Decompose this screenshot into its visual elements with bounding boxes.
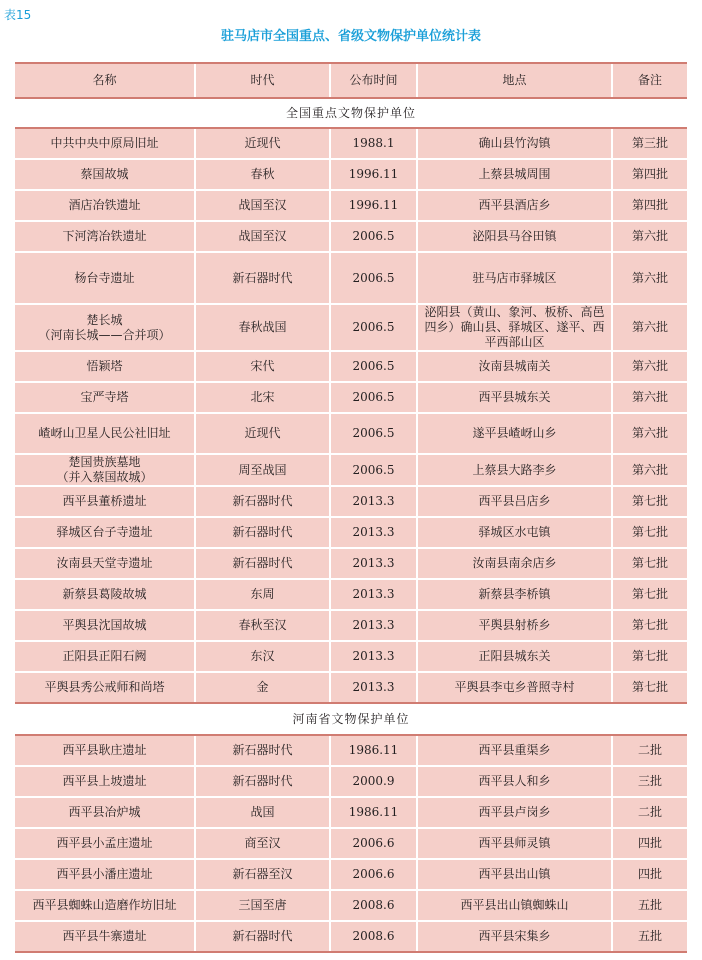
table-title: 驻马店市全国重点、省级文物保护单位统计表	[220, 29, 481, 44]
header-date: 公布时间	[330, 63, 417, 98]
cell-note: 第四批	[612, 159, 687, 190]
cell-note: 第六批	[612, 413, 687, 454]
cell-era: 新石器时代	[195, 517, 330, 548]
cell-date: 1996.11	[330, 159, 417, 190]
table-row	[15, 548, 687, 579]
table-row	[15, 304, 687, 351]
cell-date: 2006.5	[330, 221, 417, 252]
cell-name	[15, 766, 195, 797]
cell-location: 确山县竹沟镇	[417, 128, 612, 159]
site-name: 西平县耿庄遗址	[62, 743, 147, 757]
cell-location: 西平县师灵镇	[417, 828, 612, 859]
cell-date: 2006.5	[330, 382, 417, 413]
site-name-note: （并入蔡国故城）	[56, 470, 153, 484]
cell-name	[15, 921, 195, 952]
cell-location: 平舆县李屯乡普照寺村	[417, 672, 612, 703]
cell-name	[15, 252, 195, 304]
table-row	[15, 735, 687, 766]
table-row	[15, 454, 687, 486]
site-name: 中共中央中原局旧址	[50, 136, 159, 150]
cell-location: 西平县吕店乡	[417, 486, 612, 517]
cell-location: 泌阳县（黄山、象河、板桥、高邑四乡）确山县、驿城区、遂平、西平西部山区	[417, 304, 612, 351]
cell-location: 汝南县城南关	[417, 351, 612, 382]
cell-era: 商至汉	[195, 828, 330, 859]
table-row	[15, 921, 687, 952]
cell-date: 2013.3	[330, 548, 417, 579]
cell-era: 春秋	[195, 159, 330, 190]
site-name: 汝南县天堂寺遗址	[56, 556, 153, 570]
cell-date: 2013.3	[330, 486, 417, 517]
cell-location: 汝南县南余店乡	[417, 548, 612, 579]
cell-note: 第六批	[612, 351, 687, 382]
cell-note: 第六批	[612, 454, 687, 486]
cell-note: 第七批	[612, 641, 687, 672]
cell-note: 四批	[612, 859, 687, 890]
site-name: 西平县小孟庄遗址	[56, 836, 153, 850]
cell-location: 西平县出山镇蜘蛛山	[417, 890, 612, 921]
cell-era: 战国至汉	[195, 190, 330, 221]
cell-date: 2013.3	[330, 672, 417, 703]
site-name: 蔡国故城	[80, 167, 129, 181]
cell-location: 平舆县射桥乡	[417, 610, 612, 641]
cell-date: 1988.1	[330, 128, 417, 159]
cell-note: 第六批	[612, 304, 687, 351]
cell-location: 西平县重渠乡	[417, 735, 612, 766]
cell-era: 新石器时代	[195, 486, 330, 517]
cell-note: 第七批	[612, 517, 687, 548]
cell-date: 2006.5	[330, 413, 417, 454]
table-row	[15, 382, 687, 413]
table-row	[15, 828, 687, 859]
table-row	[15, 517, 687, 548]
header-note: 备注	[612, 63, 687, 98]
site-name: 宝严寺塔	[80, 390, 129, 404]
cell-name	[15, 486, 195, 517]
cell-name	[15, 579, 195, 610]
cell-note: 第七批	[612, 672, 687, 703]
section-heading-row	[15, 98, 687, 128]
site-name-note: （河南长城——合并项）	[38, 327, 171, 342]
table-row	[15, 486, 687, 517]
cell-name	[15, 890, 195, 921]
cell-location: 西平县人和乡	[417, 766, 612, 797]
cell-era: 新石器时代	[195, 921, 330, 952]
cell-date: 2008.6	[330, 921, 417, 952]
table-number-label: 表15	[4, 8, 32, 22]
cell-date: 2008.6	[330, 890, 417, 921]
cell-note: 第六批	[612, 252, 687, 304]
cell-location: 西平县城东关	[417, 382, 612, 413]
cell-name	[15, 735, 195, 766]
cell-date: 2006.5	[330, 454, 417, 486]
cell-era: 战国至汉	[195, 221, 330, 252]
cell-era: 近现代	[195, 413, 330, 454]
site-name: 西平县牛寨遗址	[62, 929, 147, 943]
site-name: 西平县冶炉城	[68, 805, 141, 819]
header-row	[15, 63, 687, 98]
table-row	[15, 859, 687, 890]
cell-location: 上蔡县大路李乡	[417, 454, 612, 486]
cell-location: 遂平县嵖岈山乡	[417, 413, 612, 454]
cell-date: 1986.11	[330, 797, 417, 828]
cell-date: 2006.6	[330, 859, 417, 890]
cell-date: 2006.5	[330, 252, 417, 304]
heritage-sites-table	[15, 62, 687, 953]
header-name: 名称	[15, 63, 195, 98]
site-name: 驿城区台子寺遗址	[56, 525, 153, 539]
cell-location: 泌阳县马谷田镇	[417, 221, 612, 252]
site-name: 悟颖塔	[86, 359, 123, 373]
cell-location: 驻马店市驿城区	[417, 252, 612, 304]
table-row	[15, 252, 687, 304]
table-row	[15, 351, 687, 382]
cell-date: 2013.3	[330, 641, 417, 672]
cell-era: 三国至唐	[195, 890, 330, 921]
site-name: 西平县小潘庄遗址	[56, 867, 153, 881]
cell-location: 西平县卢岗乡	[417, 797, 612, 828]
cell-name	[15, 454, 195, 486]
cell-era: 春秋战国	[195, 304, 330, 351]
cell-era: 周至战国	[195, 454, 330, 486]
cell-location: 上蔡县城周围	[417, 159, 612, 190]
cell-era: 宋代	[195, 351, 330, 382]
section-rows	[15, 128, 687, 703]
cell-note: 第七批	[612, 610, 687, 641]
cell-name	[15, 859, 195, 890]
site-name: 西平县董桥遗址	[62, 494, 147, 508]
cell-era: 新石器时代	[195, 252, 330, 304]
cell-era: 北宋	[195, 382, 330, 413]
table-row	[15, 641, 687, 672]
site-name: 西平县蜘蛛山造磨作坊旧址	[32, 898, 177, 912]
site-name: 下河湾冶铁遗址	[62, 229, 147, 243]
cell-location: 西平县酒店乡	[417, 190, 612, 221]
cell-era: 新石器至汉	[195, 859, 330, 890]
cell-name	[15, 672, 195, 703]
cell-note: 四批	[612, 828, 687, 859]
cell-date: 1996.11	[330, 190, 417, 221]
site-name: 杨台寺遗址	[74, 270, 135, 285]
cell-era: 新石器时代	[195, 548, 330, 579]
cell-name	[15, 517, 195, 548]
header-location: 地点	[417, 63, 612, 98]
cell-note: 第三批	[612, 128, 687, 159]
cell-location: 驿城区水屯镇	[417, 517, 612, 548]
cell-era: 近现代	[195, 128, 330, 159]
site-name: 楚长城	[86, 312, 123, 327]
table-row	[15, 672, 687, 703]
cell-note: 二批	[612, 797, 687, 828]
cell-note: 第七批	[612, 579, 687, 610]
cell-date: 2013.3	[330, 517, 417, 548]
cell-date: 1986.11	[330, 735, 417, 766]
table-row	[15, 579, 687, 610]
section-heading: 河南省文物保护单位	[15, 703, 687, 735]
section-heading-row	[15, 703, 687, 735]
site-name: 平舆县沈国故城	[62, 618, 147, 632]
cell-name	[15, 828, 195, 859]
cell-note: 第六批	[612, 221, 687, 252]
cell-note: 第七批	[612, 548, 687, 579]
cell-date: 2006.6	[330, 828, 417, 859]
cell-name	[15, 641, 195, 672]
table-row	[15, 221, 687, 252]
cell-era: 新石器时代	[195, 735, 330, 766]
table-row	[15, 190, 687, 221]
table-row	[15, 128, 687, 159]
site-name: 正阳县正阳石阙	[62, 649, 147, 663]
cell-note: 三批	[612, 766, 687, 797]
site-name: 新蔡县葛陵故城	[62, 587, 147, 601]
site-name: 酒店冶铁遗址	[68, 198, 141, 212]
cell-date: 2013.3	[330, 579, 417, 610]
table-row	[15, 890, 687, 921]
cell-note: 第七批	[612, 486, 687, 517]
cell-location: 西平县出山镇	[417, 859, 612, 890]
cell-note: 二批	[612, 735, 687, 766]
table-row	[15, 610, 687, 641]
cell-note: 第六批	[612, 382, 687, 413]
cell-note: 第四批	[612, 190, 687, 221]
cell-era: 新石器时代	[195, 766, 330, 797]
cell-era: 东周	[195, 579, 330, 610]
site-name: 西平县上坡遗址	[62, 774, 147, 788]
cell-era: 战国	[195, 797, 330, 828]
cell-note: 五批	[612, 890, 687, 921]
cell-era: 金	[195, 672, 330, 703]
table-row	[15, 413, 687, 454]
table-header	[15, 63, 687, 98]
header-era: 时代	[195, 63, 330, 98]
cell-name	[15, 304, 195, 351]
cell-location: 正阳县城东关	[417, 641, 612, 672]
cell-era: 东汉	[195, 641, 330, 672]
table-row	[15, 159, 687, 190]
section-heading: 全国重点文物保护单位	[15, 98, 687, 128]
cell-name	[15, 221, 195, 252]
cell-name	[15, 351, 195, 382]
cell-name	[15, 413, 195, 454]
cell-location: 西平县宋集乡	[417, 921, 612, 952]
cell-name	[15, 159, 195, 190]
cell-location: 新蔡县李桥镇	[417, 579, 612, 610]
cell-name	[15, 190, 195, 221]
section-heading-group	[15, 703, 687, 735]
cell-name	[15, 548, 195, 579]
cell-era: 春秋至汉	[195, 610, 330, 641]
cell-date: 2006.5	[330, 351, 417, 382]
cell-date: 2013.3	[330, 610, 417, 641]
cell-name	[15, 610, 195, 641]
table-row	[15, 797, 687, 828]
site-name: 平舆县秀公戒师和尚塔	[44, 680, 165, 694]
site-name: 楚国贵族墓地	[68, 455, 141, 469]
section-heading-group	[15, 98, 687, 128]
cell-name	[15, 797, 195, 828]
cell-date: 2006.5	[330, 304, 417, 351]
cell-name	[15, 128, 195, 159]
section-rows	[15, 735, 687, 952]
site-name: 嵖岈山卫星人民公社旧址	[38, 426, 171, 440]
cell-date: 2000.9	[330, 766, 417, 797]
table-row	[15, 766, 687, 797]
cell-name	[15, 382, 195, 413]
cell-note: 五批	[612, 921, 687, 952]
